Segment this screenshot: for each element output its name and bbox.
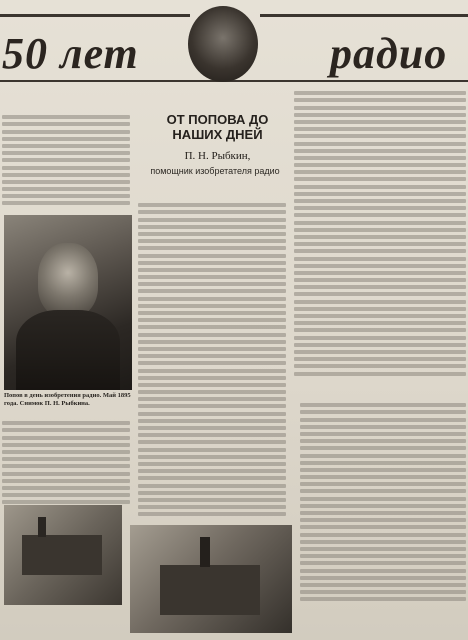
radio-apparatus-photo-left [4, 505, 122, 605]
masthead-rule-left [0, 14, 190, 17]
masthead-title-left: 50 лет [2, 29, 139, 78]
text-column-left-top [2, 112, 130, 207]
portrait-head [38, 243, 98, 317]
article-title: ОТ ПОПОВА ДО НАШИХ ДНЕЙ [166, 112, 269, 142]
text-column-left-bottom [2, 418, 130, 506]
text-column-middle [138, 200, 286, 530]
portrait-body [16, 310, 120, 390]
popov-portrait-photo [4, 215, 132, 390]
masthead [0, 0, 468, 86]
article-author: П. Н. Рыбкин, [184, 150, 251, 162]
portrait-medallion [188, 6, 258, 82]
photo-caption: Попов в день изобретения радио. Май 1895 года. Снимок П. Н. Рыбкина. [4, 392, 131, 407]
masthead-title-right: радио [330, 29, 448, 78]
masthead-rule-right [260, 14, 468, 17]
text-column-right [294, 88, 466, 398]
text-column-right-bottom [300, 400, 466, 630]
masthead-rule-bottom [0, 80, 468, 82]
radio-apparatus-photo-middle [130, 525, 292, 633]
article-subtitle: помощник изобретателя радио [150, 166, 280, 176]
